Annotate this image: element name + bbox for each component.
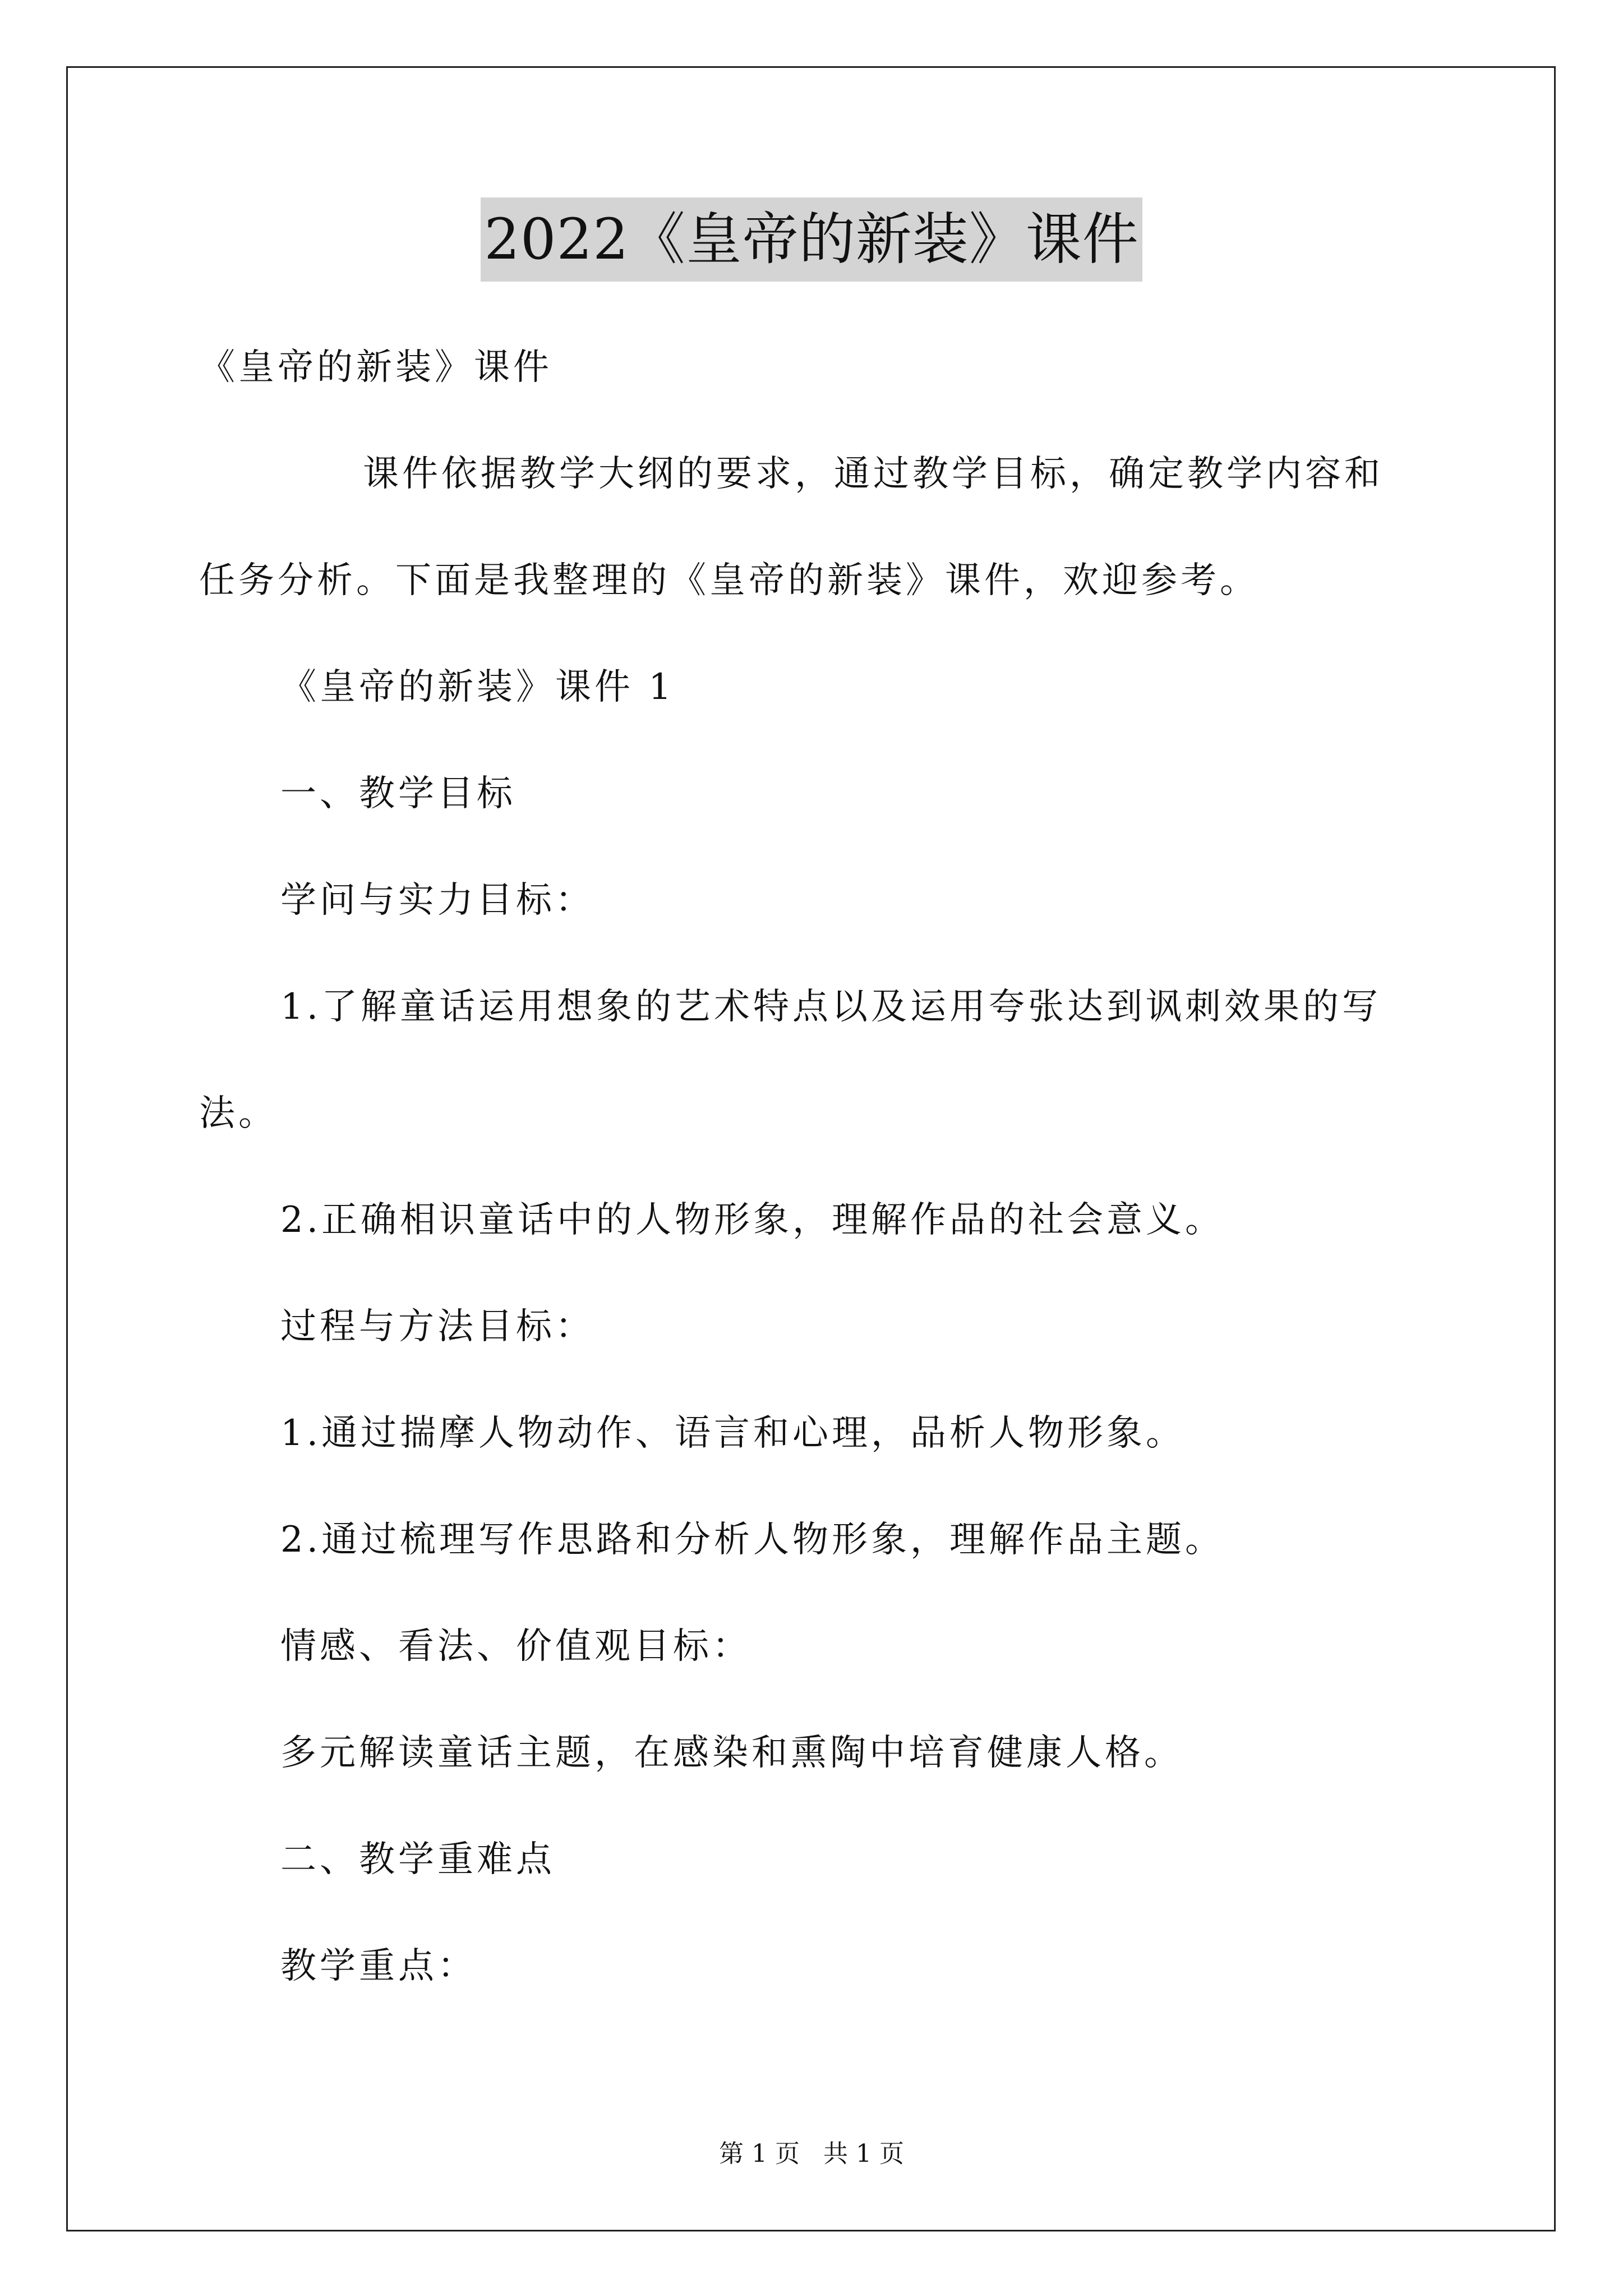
page-number-total: 共 1 页: [823, 2139, 904, 2168]
title-container: [0, 197, 1623, 282]
paragraph-heading-objectives: 一、教学目标: [280, 773, 516, 815]
paragraph-section-heading: 《皇帝的新装》课件 1: [280, 666, 675, 708]
paragraph-knowledge-goals: 学问与实力目标：: [280, 880, 594, 921]
paragraph-subtitle: 《皇帝的新装》课件: [199, 347, 552, 388]
paragraph-intro-line2: 任务分析。下面是我整理的《皇帝的新装》课件，欢迎参考。: [199, 560, 1259, 601]
paragraph-process-goals: 过程与方法目标：: [280, 1306, 594, 1347]
page-footer: [0, 2137, 1623, 2171]
document-title: 2022《皇帝的新装》课件: [481, 197, 1142, 282]
paragraph-goal-2: 2.正确相识童话中的人物形象，理解作品的社会意义。: [280, 1199, 1225, 1241]
paragraph-goal-1-line2: 法。: [199, 1093, 278, 1134]
paragraph-process-2: 2.通过梳理写作思路和分析人物形象，理解作品主题。: [280, 1519, 1225, 1561]
paragraph-emotion-goals: 情感、看法、价值观目标：: [280, 1626, 751, 1667]
paragraph-goal-1-line1: 1.了解童话运用想象的艺术特点以及运用夸张达到讽刺效果的写: [280, 986, 1382, 1028]
paragraph-process-1: 1.通过揣摩人物动作、语言和心理，品析人物形象。: [280, 1412, 1186, 1454]
paragraph-teaching-focus: 教学重点：: [280, 1945, 477, 1987]
paragraph-intro-line1: 课件依据教学大纲的要求，通过教学目标，确定教学内容和: [363, 453, 1384, 495]
page-number-current: 第 1 页: [719, 2139, 800, 2168]
paragraph-heading-keypoints: 二、教学重难点: [280, 1839, 555, 1880]
paragraph-emotion-1: 多元解读童话主题，在感染和熏陶中培育健康人格。: [280, 1732, 1183, 1774]
